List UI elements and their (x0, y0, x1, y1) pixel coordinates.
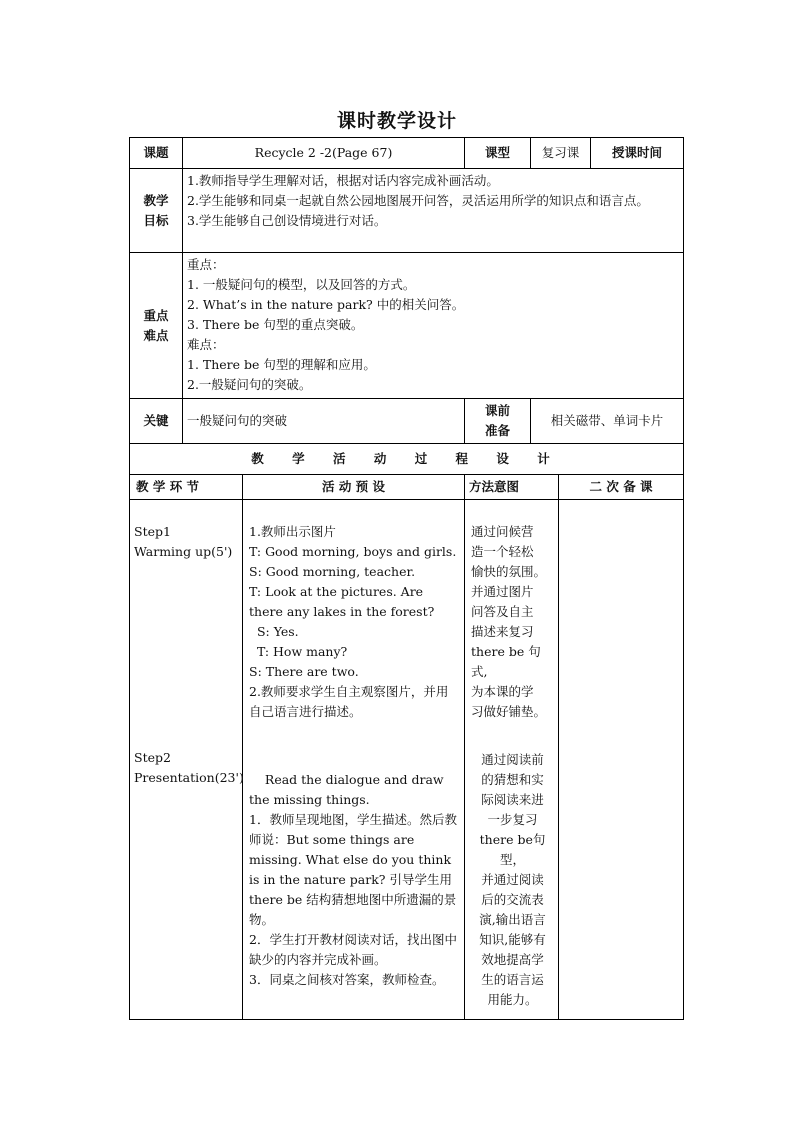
intent-line: 的猜想和实 (481, 772, 544, 787)
intent-line: there be 句式, (471, 644, 541, 679)
topic-row (130, 138, 684, 169)
goals-row (130, 169, 684, 253)
step2-stage-detail: Presentation(23') (134, 770, 244, 785)
intent-line: 造一个轻松 (471, 544, 534, 559)
section-header-row (130, 444, 684, 475)
intent-line: 用能力。 (487, 992, 538, 1007)
topic-value: Recycle 2 -2(Page 67) (183, 138, 465, 169)
keypoint-line: 3. There be 句型的重点突破。 (187, 317, 364, 332)
intent-cell (465, 500, 559, 1020)
keypoint-line: 难点： (187, 337, 225, 352)
keypoints-label-1: 重点 (143, 307, 169, 323)
goals-label-2: 目标 (143, 212, 169, 228)
key-row (130, 399, 684, 444)
section-title: 教 学 活 动 过 程 设 计 (130, 444, 684, 475)
goals-label-1: 教学 (143, 192, 169, 208)
second-prep-cell (559, 500, 684, 1020)
key-label: 关键 (130, 399, 183, 444)
intent-line: 描述来复习 (471, 624, 534, 639)
activity-line: Read the dialogue and draw the missing things. (249, 772, 448, 807)
prep-value: 相关磁带、单词卡片 (531, 399, 684, 444)
intent-line: 愉快的氛围。 (471, 564, 547, 579)
key-value: 一般疑问句的突破 (183, 399, 465, 444)
intent-line: 生的语言运 (481, 972, 544, 987)
intent-line: 问答及自主 (471, 604, 534, 619)
keypoint-line: 2.一般疑问句的突破。 (187, 377, 312, 392)
column-header-intent: 方法意图 (465, 475, 559, 500)
topic-label: 课题 (130, 138, 183, 169)
goals-content (183, 169, 684, 253)
step1-intent (471, 522, 554, 730)
activity-line: 2.教师要求学生自主观察图片，并用自己语言进行描述。 (249, 684, 449, 719)
steps-row (130, 500, 684, 1020)
intent-line: 通过问候营 (471, 524, 534, 539)
activity-line: S: There are two. (249, 664, 359, 679)
keypoints-label-2: 难点 (143, 327, 169, 343)
activity-cell (243, 500, 465, 1020)
activity-line: 1．教师呈现地图，学生描述。然后教师说：But some things are missing. What else do you think is in the nature park? 引导学生用 there be 结构猜想地图中所遗漏的景物。 (249, 812, 457, 927)
intent-line: 知识,能够有 (479, 932, 546, 947)
keypoint-line: 重点： (187, 257, 225, 272)
step1-stage-name: Step1 (134, 524, 171, 539)
goal-line: 2.学生能够和同桌一起就自然公园地图展开问答，灵活运用所学的知识点和语言点。 (187, 193, 649, 208)
column-header-second-prep: 二 次 备 课 (559, 475, 684, 500)
step2-activity (249, 770, 460, 990)
activity-line: S: Yes. (249, 624, 299, 639)
intent-line: 效地提高学 (481, 952, 544, 967)
page-title: 课时教学设计 (336, 110, 457, 132)
column-header-activity: 活 动 预 设 (243, 475, 465, 500)
step1-activity (249, 522, 460, 730)
time-label: 授课时间 (591, 138, 684, 169)
goal-line: 3.学生能够自己创设情境进行对话。 (187, 213, 387, 228)
prep-label (465, 399, 531, 444)
intent-line: 习做好铺垫。 (471, 704, 547, 719)
activity-line: 3．同桌之间核对答案，教师检查。 (249, 972, 445, 987)
intent-line: 并通过阅读 (481, 872, 544, 887)
step2-intent (471, 750, 554, 1010)
activity-line: T: How many? (249, 644, 348, 659)
keypoint-line: 1. 一般疑问句的模型，以及回答的方式。 (187, 277, 416, 292)
keypoints-label (130, 253, 183, 399)
activity-line: 2．学生打开教材阅读对话，找出图中缺少的内容并完成补画。 (249, 932, 457, 967)
intent-line: 并通过图片 (471, 584, 534, 599)
keypoints-row (130, 253, 684, 399)
goal-line: 1.教师指导学生理解对话，根据对话内容完成补画活动。 (187, 173, 499, 188)
lesson-plan-table (129, 137, 684, 1020)
intent-line: 一步复习 (487, 812, 538, 827)
activity-line: T: Look at the pictures. Are there any lakes in the forest? (249, 584, 435, 619)
activity-line: S: Good morning, teacher. (249, 564, 416, 579)
keypoint-line: 2. What’s in the nature park? 中的相关问答。 (187, 297, 465, 312)
activity-line: 1.教师出示图片 (249, 524, 336, 539)
step2-stage-name: Step2 (134, 750, 171, 765)
prep-label-2: 准备 (485, 423, 511, 438)
column-header-stage: 教 学 环 节 (130, 475, 243, 500)
activity-line: T: Good morning, boys and girls. (249, 544, 457, 559)
intent-line: 为本课的学 (471, 684, 534, 699)
keypoints-content (183, 253, 684, 399)
step1-stage-detail: Warming up(5') (134, 544, 233, 559)
goals-label (130, 169, 183, 253)
column-header-row (130, 475, 684, 500)
keypoint-line: 1. There be 句型的理解和应用。 (187, 357, 376, 372)
intent-line: there be句型， (479, 832, 546, 867)
type-value: 复习课 (531, 138, 591, 169)
intent-line: 演,输出语言 (479, 912, 546, 927)
intent-line: 际阅读来进 (481, 792, 544, 807)
prep-label-1: 课前 (485, 403, 511, 418)
stage-cell (130, 500, 243, 1020)
intent-line: 通过阅读前 (481, 752, 544, 767)
type-label: 课型 (465, 138, 531, 169)
intent-line: 后的交流表 (481, 892, 544, 907)
